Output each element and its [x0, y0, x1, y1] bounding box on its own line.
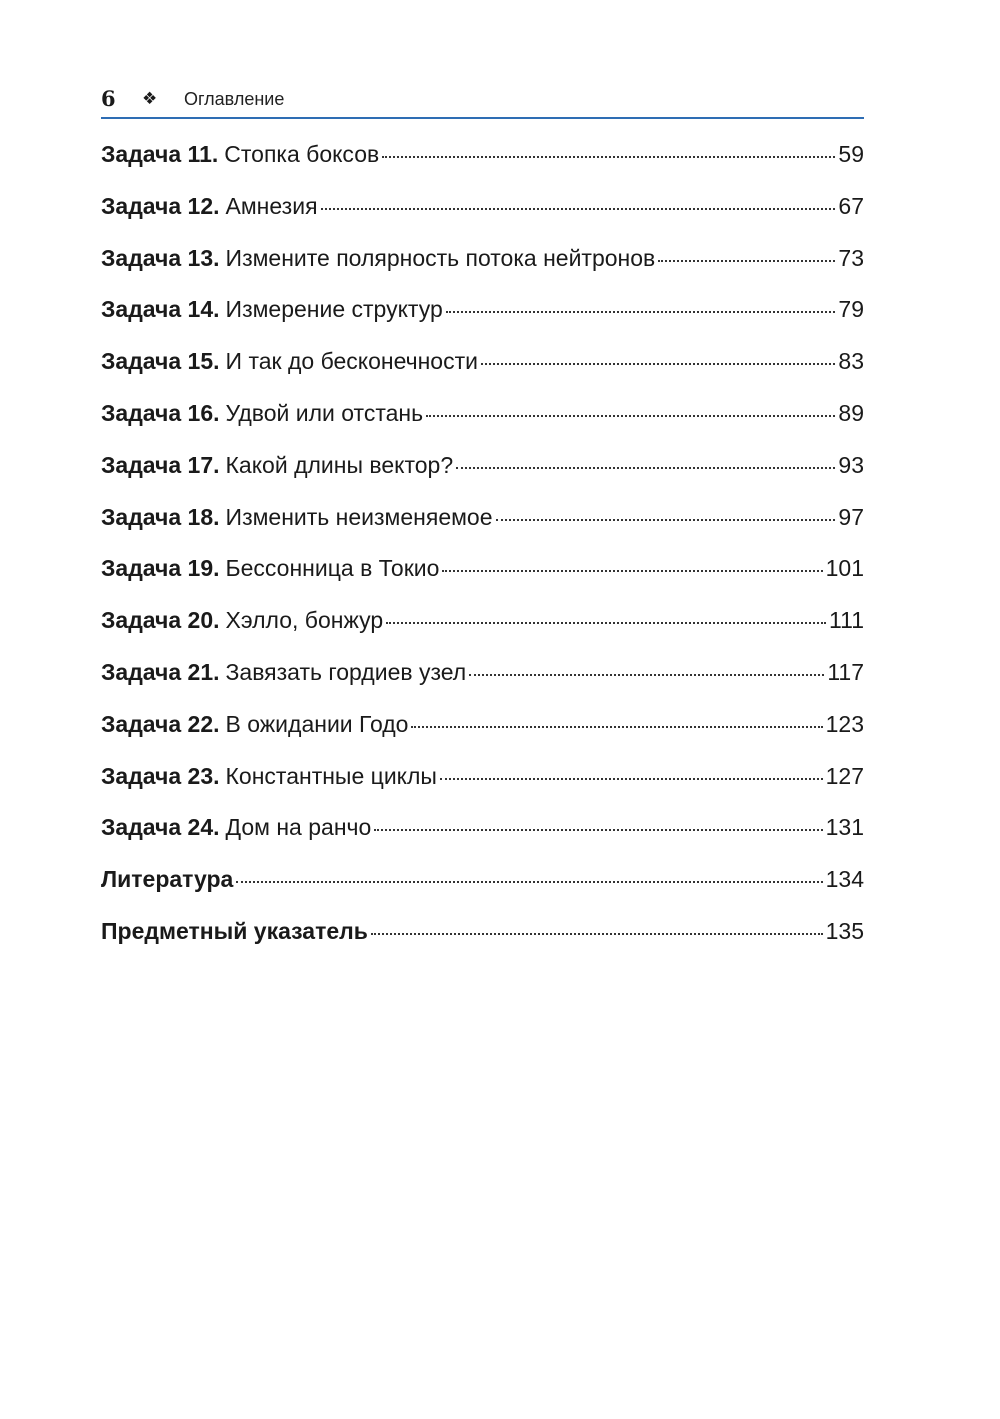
toc-entry-number: Задача 15. — [101, 348, 220, 375]
dot-leader — [658, 260, 835, 262]
toc-entry[interactable] — [101, 595, 864, 647]
toc-entry[interactable] — [101, 388, 864, 440]
toc-entry-number: Задача 19. — [101, 555, 220, 582]
toc-entry-title: Дом на ранчо — [225, 814, 372, 841]
dot-leader — [374, 829, 822, 831]
toc-entry-number: Задача 14. — [101, 296, 220, 323]
toc-entry[interactable] — [101, 906, 864, 958]
toc-entry-number: Задача 24. — [101, 814, 220, 841]
toc-entry-number: Задача 16. — [101, 399, 220, 426]
toc-entry[interactable] — [101, 543, 864, 595]
toc-entry-title: Бессонница в Токио — [225, 555, 440, 582]
running-header — [101, 84, 864, 114]
toc-entry-title: Стопка боксов — [224, 141, 380, 167]
toc-entry-page: 73 — [838, 244, 864, 271]
toc-entry-page: 131 — [825, 814, 864, 841]
toc-entry[interactable] — [101, 751, 864, 803]
dot-leader — [456, 467, 835, 469]
toc-entry-number: Задача 18. — [101, 503, 220, 530]
dot-leader — [382, 156, 835, 158]
header-rule — [101, 117, 864, 119]
toc-entry-number: Задача 12. — [101, 192, 220, 219]
dot-leader — [496, 519, 836, 521]
toc-entry[interactable] — [101, 284, 864, 336]
toc-entry-number: Задача 23. — [101, 762, 220, 789]
toc-entry-page: 101 — [825, 555, 864, 582]
toc-entry[interactable] — [101, 802, 864, 854]
toc-entry-page: 134 — [825, 866, 864, 893]
toc-entry-title: Константные циклы — [225, 762, 437, 789]
toc-entry-title: Завязать гордиев узел — [225, 658, 467, 685]
toc-entry[interactable] — [101, 854, 864, 906]
ornament-icon: ❖ — [142, 89, 158, 109]
toc-entry-title: Измерение структур — [225, 296, 443, 323]
toc-entry-number: Задача 13. — [101, 244, 220, 271]
dot-leader — [446, 311, 836, 313]
toc-entry[interactable] — [101, 129, 864, 181]
dot-leader — [386, 622, 826, 624]
toc-entry-number: Задача 17. — [101, 451, 220, 478]
toc-entry-page: 67 — [838, 192, 864, 219]
dot-leader — [440, 778, 823, 780]
toc-entry-title: Хэлло, бонжур — [225, 607, 384, 634]
dot-leader — [442, 570, 822, 572]
toc-entry-number: Задача 21. — [101, 658, 220, 685]
toc-entry[interactable] — [101, 492, 864, 544]
dot-leader — [469, 674, 824, 676]
toc-entry-number: Задача 20. — [101, 607, 220, 634]
toc-entry-page: 59 — [838, 141, 864, 167]
toc-entry[interactable] — [101, 233, 864, 285]
toc-entry-page: 135 — [825, 917, 864, 944]
page-number: 6 — [101, 86, 116, 111]
table-of-contents — [101, 129, 864, 958]
toc-entry-title: Изменить неизменяемое — [225, 503, 493, 530]
toc-entry-title: Какой длины вектор? — [225, 451, 454, 478]
dot-leader — [236, 881, 822, 883]
toc-entry-page: 123 — [825, 710, 864, 737]
toc-entry[interactable] — [101, 440, 864, 492]
toc-entry-page: 111 — [829, 607, 864, 634]
toc-entry[interactable] — [101, 699, 864, 751]
toc-entry-page: 93 — [838, 451, 864, 478]
toc-entry-title: Измените полярность потока нейтронов — [225, 244, 656, 271]
toc-entry-title: Предметный указатель — [101, 917, 368, 944]
toc-entry-number: Задача 22. — [101, 710, 220, 737]
toc-entry-page: 127 — [825, 762, 864, 789]
dot-leader — [321, 208, 836, 210]
toc-entry-page: 97 — [838, 503, 864, 530]
toc-entry-title: Литература — [101, 866, 234, 893]
dot-leader — [411, 726, 822, 728]
toc-entry-page: 117 — [827, 658, 864, 685]
running-head-title: Оглавление — [184, 89, 285, 109]
toc-entry-page: 83 — [838, 348, 864, 375]
toc-entry-title: И так до бесконечности — [225, 348, 478, 375]
toc-entry[interactable] — [101, 336, 864, 388]
toc-entry[interactable] — [101, 647, 864, 699]
dot-leader — [371, 933, 823, 935]
toc-entry-title: Амнезия — [225, 192, 318, 219]
toc-entry-title: Удвой или отстань — [225, 399, 424, 426]
dot-leader — [481, 363, 835, 365]
toc-entry-title: В ожидании Годо — [225, 710, 409, 737]
toc-entry-page: 89 — [838, 399, 864, 426]
toc-entry-number: Задача 11. — [101, 141, 219, 167]
toc-entry-page: 79 — [838, 296, 864, 323]
toc-entry[interactable] — [101, 181, 864, 233]
dot-leader — [426, 415, 835, 417]
